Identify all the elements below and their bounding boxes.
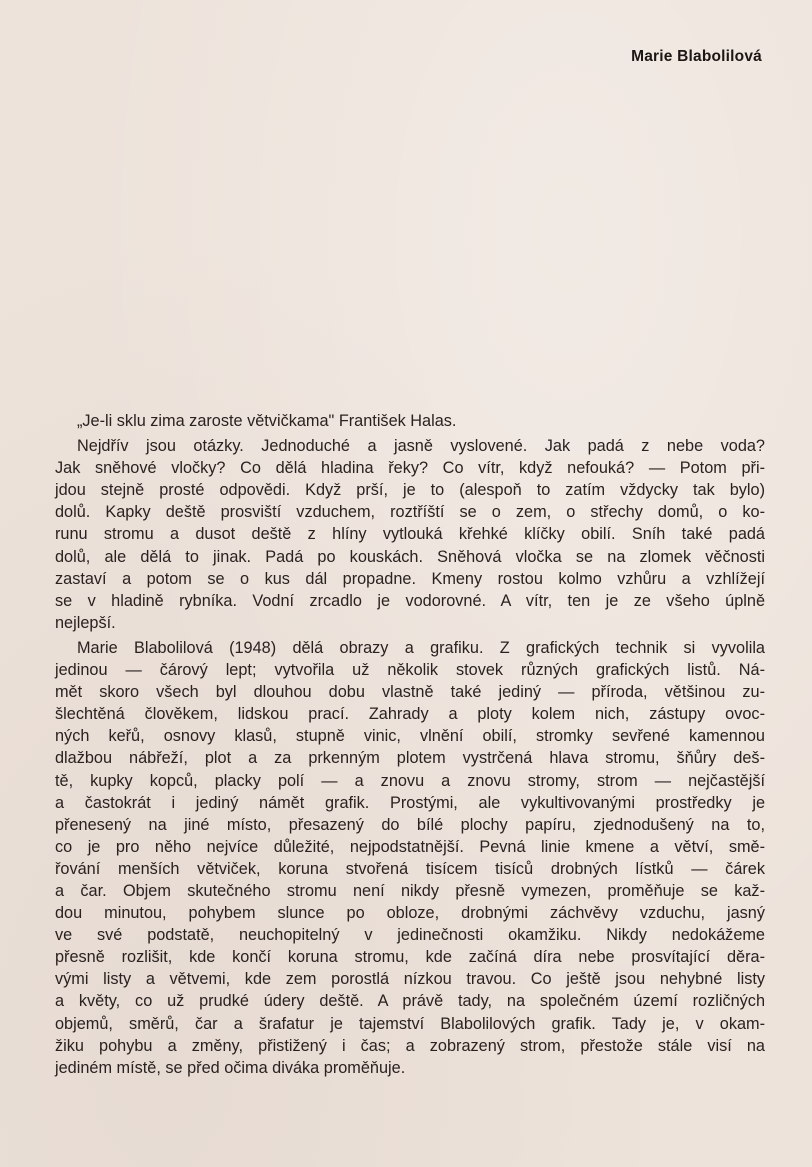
text-line: Nejdřív jsou otázky. Jednoduché a jasně vyslovené. Jak padá z nebe voda? [77,437,765,456]
text-line: objemů, směrů, čar a šrafatur je tajemství Blabolilových grafik. Tady je, v okam- [55,1014,765,1033]
text-line: Marie Blabolilová (1948) dělá obrazy a grafiku. Z grafických technik si vyvolila [77,638,765,657]
text-line: ve své podstatě, neuchopitelný v jedinečnosti okamžiku. Nikdy nedokážeme [55,926,765,945]
paragraph-quote [55,410,765,432]
text-line: ných keřů, osnovy klasů, stupně vinic, vlnění obilí, stromky sevřené kamennou [55,727,765,746]
paragraph-artist [55,637,765,1079]
text-line: šlechtěná člověkem, lidskou prací. Zahrady a ploty kolem nich, zástupy ovoc- [55,705,765,724]
text-line: runu stromu a dusot deště z hlíny vytlouká křehké klíčky obilí. Sníh také padá [55,525,765,544]
text-line: dolů. Kapky deště prosviští vzduchem, roztříští se o zem, o střechy domů, o ko- [55,503,765,522]
author-name: Marie Blabolilová [631,48,762,65]
text-line: jdou stejně prosté odpovědi. Když prší, je to (alespoň to zatím vždycky tak bylo) [55,481,765,500]
text-line: žiku pohybu a změny, přistižený i čas; a zobrazený strom, přestože stále visí na [55,1036,765,1055]
text-line: co je pro něho nejvíce důležité, nejpodstatnější. Pevná linie kmene a větví, smě- [55,837,765,856]
text-line: a častokrát i jediný námět grafik. Prostými, ale vykultivovanými prostředky je [55,793,765,812]
text-line: jediném místě, se před očima diváka proměňuje. [55,1058,406,1077]
article-body [55,410,765,1079]
text-line: přenesený na jiné místo, přesazený do bílé plochy papíru, zjednodušený na to, [55,815,765,834]
text-line: a květy, co už prudké údery deště. A právě tady, na společném území rozličných [55,992,765,1011]
text-line: mět skoro všech byl dlouhou dobu vlastně také jediný — příroda, většinou zu- [55,683,765,702]
text-line: zastaví a potom se o kus dál propadne. Kmeny rostou kolmo vzhůru a vzhlížejí [55,569,765,588]
text-line: vými listy a větvemi, kde zem porostlá nízkou travou. Co ještě jsou nehybné listy [55,970,765,989]
text-line: dlažbou nábřeží, plot a za prkenným plotem vystrčená hlava stromu, šňůry deš- [55,749,765,768]
text-line: se v hladině rybníka. Vodní zrcadlo je vodorovné. A vítr, ten je ze všeho úplně [55,591,765,610]
text-line: řování menších větviček, koruna stvořená tisícem tisíců drobných lístků — čárek [55,859,765,878]
text-line: a čar. Objem skutečného stromu není nikdy přesně vymezen, proměňuje se kaž- [55,881,765,900]
text-line: tě, kupky kopců, placky polí — a znovu a znovu stromy, strom — nejčastější [55,771,765,790]
text-line: Jak sněhové vločky? Co dělá hladina řeky? Co vítr, když nefouká? — Potom při- [55,459,765,478]
text-line: dou minutou, pohybem slunce po obloze, drobnými záchvěvy vzduchu, jasný [55,904,765,923]
paragraph-questions [55,435,765,634]
text-line: nejlepší. [55,613,116,632]
text-line: „Je-li sklu zima zaroste větvičkama" František Halas. [77,412,457,430]
text-line: dolů, ale dělá to jinak. Padá po kouskách. Sněhová vločka se na zlomek věčnosti [55,547,765,566]
text-line: jedinou — čárový lept; vytvořila už několik stovek různých grafických listů. Ná- [55,661,765,680]
text-line: přesně rozlišit, kde končí koruna stromu, kde začíná díra nebe prosvítající děra- [55,948,765,967]
